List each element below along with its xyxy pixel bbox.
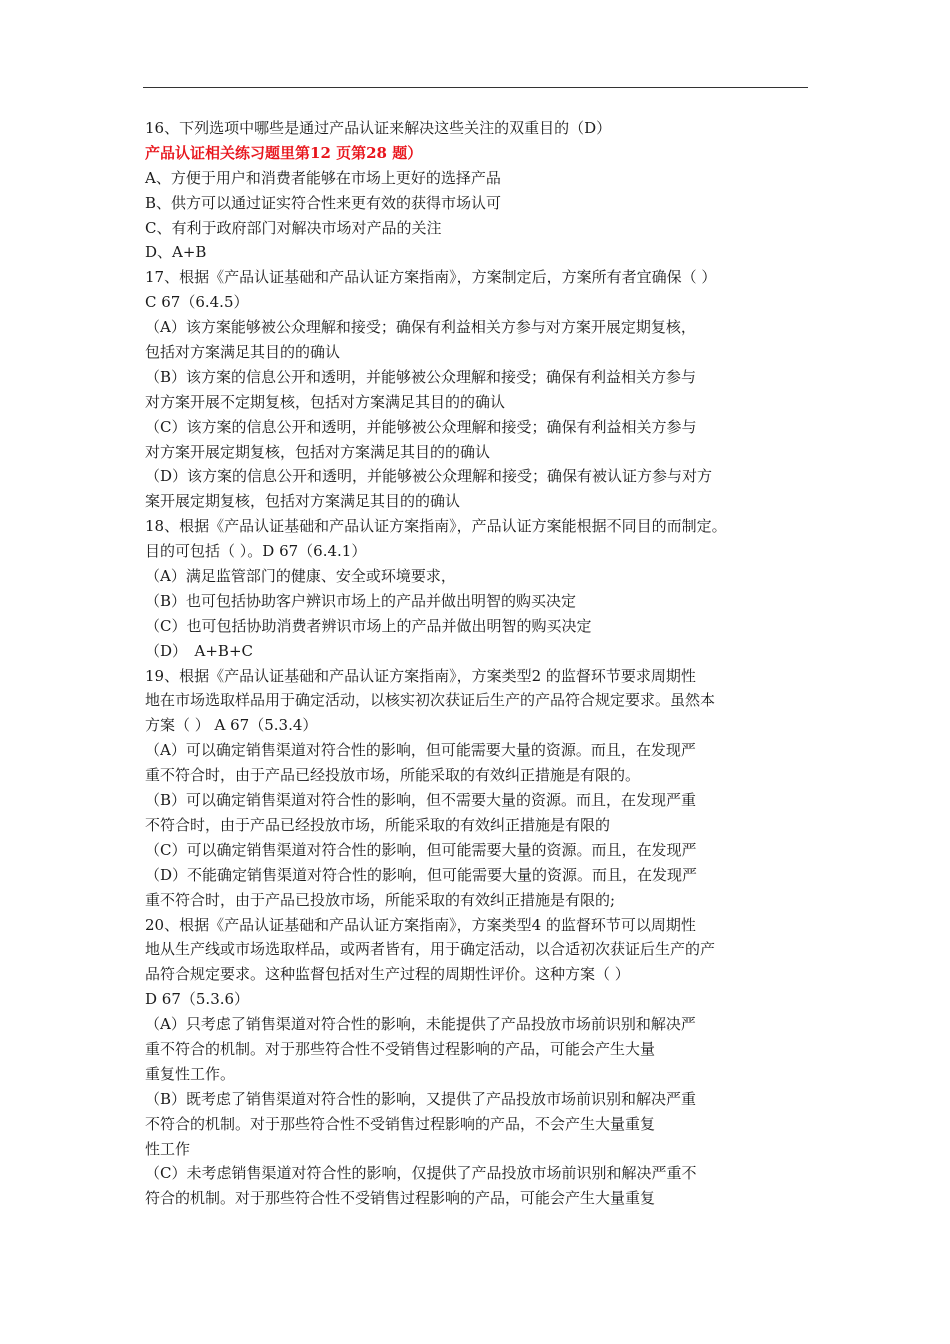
text-line: 18、根据《产品认证基础和产品认证方案指南》，产品认证方案能根据不同目的而制定。 [145,517,727,536]
text-line: 不符合时，由于产品已经投放市场，所能采取的有效纠正措施是有限的 [145,815,611,834]
text-line: （C）可以确定销售渠道对符合性的影响，但可能需要大量的资源。而且，在发现严 [145,840,697,859]
text-line: B、供方可以通过证实符合性来更有效的获得市场认可 [145,193,502,212]
text-line: 案开展定期复核，包括对方案满足其目的的确认 [145,492,461,511]
reference-note: 产品认证相关练习题里第12 页第28 题） [145,143,423,162]
text-line: 重不符合时，由于产品已投放市场，所能采取的有效纠正措施是有限的; [145,890,616,909]
text-line: C 67（6.4.5） [145,293,249,312]
text-line: 重不符合时，由于产品已经投放市场，所能采取的有效纠正措施是有限的。 [145,766,641,785]
text-line: （A）该方案能够被公众理解和接受；确保有利益相关方参与对方案开展定期复核， [145,318,696,337]
text-line: （C）也可包括协助消费者辨识市场上的产品并做出明智的购买决定 [145,616,592,635]
text-line: （B）可以确定销售渠道对符合性的影响，但不需要大量的资源。而且，在发现严重 [145,791,697,810]
text-line: D 67（5.3.6） [145,990,250,1009]
text-line: 17、根据《产品认证基础和产品认证方案指南》，方案制定后，方案所有者宜确保（ ） [145,268,717,287]
text-line: （A）可以确定销售渠道对符合性的影响，但可能需要大量的资源。而且，在发现严 [145,741,696,760]
text-line: （C）未考虑销售渠道对符合性的影响，仅提供了产品投放市场前识别和解决严重不 [145,1164,697,1183]
text-line: 包括对方案满足其目的的确认 [145,343,341,362]
text-line: （A）满足监管部门的健康、安全或环境要求， [145,567,456,586]
text-line: 重不符合的机制。对于那些符合性不受销售过程影响的产品，可能会产生大量 [145,1039,656,1058]
text-line: 性工作 [145,1139,191,1158]
text-line: 对方案开展定期复核，包括对方案满足其目的的确认 [145,442,491,461]
text-line: 符合的机制。对于那些符合性不受销售过程影响的产品，可能会产生大量重复 [145,1189,656,1208]
text-line: 目的可包括（ ）。D 67（6.4.1） [145,542,367,561]
text-line: 方案（ ） A 67（5.3.4） [145,716,318,735]
text-line: （D）不能确定销售渠道对符合性的影响，但可能需要大量的资源。而且，在发现严 [145,865,698,884]
text-line: （A）只考虑了销售渠道对符合性的影响，未能提供了产品投放市场前识别和解决严 [145,1015,696,1034]
text-line: C、有利于政府部门对解决市场对产品的关注 [145,218,442,237]
text-line: 不符合的机制。对于那些符合性不受销售过程影响的产品，不会产生大量重复 [145,1114,656,1133]
text-line: （B）该方案的信息公开和透明，并能够被公众理解和接受；确保有利益相关方参与 [145,367,697,386]
text-line: 品符合规定要求。这种监督包括对生产过程的周期性评价。这种方案（ ） [145,965,630,984]
text-line: 地在市场选取样品用于确定活动，以核实初次获证后生产的产品符合规定要求。虽然本 [145,691,716,710]
text-line: 20、根据《产品认证基础和产品认证方案指南》，方案类型4 的监督环节可以周期性 [145,915,696,934]
text-line: 地从生产线或市场选取样品，或两者皆有，用于确定活动，以合适初次获证后生产的产 [145,940,716,959]
text-line: （C）该方案的信息公开和透明，并能够被公众理解和接受；确保有利益相关方参与 [145,417,697,436]
text-line: （D）该方案的信息公开和透明，并能够被公众理解和接受；确保有被认证方参与对方 [145,467,713,486]
text-line: 对方案开展不定期复核，包括对方案满足其目的的确认 [145,392,506,411]
question-text [145,116,815,1211]
header-rule [143,87,808,88]
text-line: （B）既考虑了销售渠道对符合性的影响，又提供了产品投放市场前识别和解决严重 [145,1089,697,1108]
text-line: （B）也可包括协助客户辨识市场上的产品并做出明智的购买决定 [145,591,577,610]
text-line: 16、下列选项中哪些是通过产品认证来解决这些关注的双重目的（D） [145,119,612,137]
text-line: D、A+B [145,243,207,262]
text-line: A、方便于用户和消费者能够在市场上更好的选择产品 [145,168,501,187]
text-line: 重复性工作。 [145,1064,236,1083]
text-line: （D） A+B+C [145,641,253,660]
text-line: 19、根据《产品认证基础和产品认证方案指南》，方案类型2 的监督环节要求周期性 [145,666,696,685]
